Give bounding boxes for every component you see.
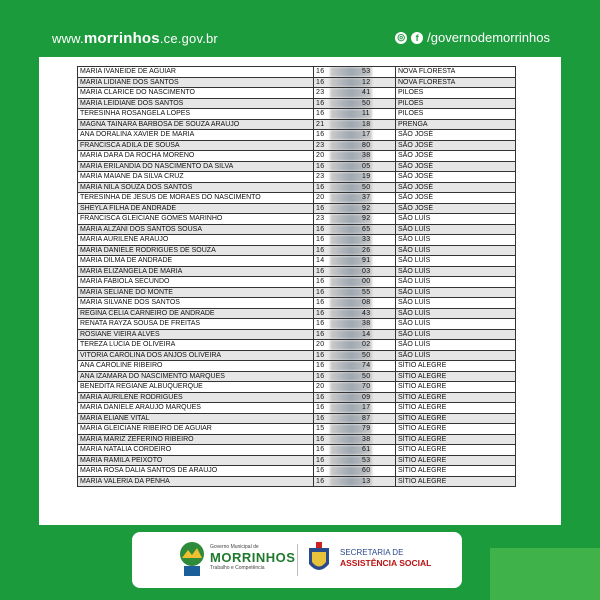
location-cell: SÍTIO ALEGRE [396,424,516,435]
table-row [78,413,516,424]
id-end: 02 [362,341,371,348]
name-cell: MARIA FABIOLA SECUNDO [78,277,314,288]
table-row [78,98,516,109]
id-cell [314,130,396,141]
id-start: 16 [316,299,325,306]
name-cell: MARIA SILVANE DOS SANTOS [78,298,314,309]
location-cell: SÃO LUÍS [396,235,516,246]
name-cell: FRANCISCA GLEICIANE GOMES MARINHO [78,214,314,225]
table-row [78,371,516,382]
id-cell [314,109,396,120]
location-cell: SÃO JOSÉ [396,193,516,204]
name-cell: MARIA LIDIANE DOS SANTOS [78,77,314,88]
id-start: 16 [316,456,325,464]
id-cell [314,235,396,246]
name-cell: MARIA IVANEIDE DE AGUIAR [78,67,314,78]
id-start: 14 [316,257,325,264]
name-cell: TERESINHA DE JESUS DE MORAES DO NASCIMENTO [78,193,314,204]
location-cell: PILOES [396,98,516,109]
name-cell: MARIA MAIANE DA SILVA CRUZ [78,172,314,183]
table-row [78,151,516,162]
id-start: 16 [316,404,325,411]
name-cell: MARIA GLEICIANE RIBEIRO DE AGUIAR [78,424,314,435]
id-end: 50 [362,99,371,107]
table-row [78,308,516,319]
id-start: 23 [316,89,325,96]
site-url[interactable] [52,30,218,47]
name-cell: BENEDITA REGIANE ALBUQUERQUE [78,382,314,393]
location-cell: SÃO LUÍS [396,319,516,330]
id-end: 17 [362,404,371,411]
table-row [78,130,516,141]
id-start: 16 [316,288,325,296]
beneficiary-table [77,66,516,487]
instagram-icon[interactable]: ◎ [395,32,407,44]
name-cell: VITORIA CAROLINA DOS ANJOS OLIVEIRA [78,350,314,361]
location-cell: SÃO JOSÉ [396,172,516,183]
id-cell [314,424,396,435]
id-cell [314,172,396,183]
location-cell: PILOES [396,109,516,120]
location-cell: PILOES [396,88,516,99]
id-start: 16 [316,68,325,75]
id-start: 16 [316,435,325,443]
id-cell [314,319,396,330]
name-cell: ANA DORALINA XAVIER DE MARIA [78,130,314,141]
table-row [78,476,516,487]
name-cell: MARIA MARIZ ZEFERINO RIBEIRO [78,434,314,445]
name-cell: SHEYLA FILHA DE ANDRADE [78,203,314,214]
secretaria-line2: ASSISTÊNCIA SOCIAL [340,558,432,568]
document-sheet [39,57,561,525]
id-start: 16 [316,225,325,233]
location-cell: SÃO JOSÉ [396,140,516,151]
site-name: morrinhos [83,30,160,47]
table-row [78,256,516,267]
name-cell: RENATA RAYZA SOUSA DE FREITAS [78,319,314,330]
id-start: 16 [316,246,325,254]
id-cell [314,161,396,172]
corner-accent [490,548,600,600]
name-cell: MARIA VALERIA DA PENHA [78,476,314,487]
id-end: 53 [362,456,371,464]
id-start: 23 [316,215,325,222]
table-row [78,172,516,183]
id-end: 74 [362,362,371,369]
location-cell: NOVA FLORESTA [396,67,516,78]
location-cell: SÍTIO ALEGRE [396,455,516,466]
id-end: 38 [362,435,371,443]
location-cell: SÃO JOSÉ [396,151,516,162]
table-row [78,88,516,99]
table-row [78,298,516,309]
table-row [78,277,516,288]
id-start: 16 [316,467,325,474]
id-start: 16 [316,267,325,275]
id-end: 03 [362,267,371,275]
table-row [78,287,516,298]
id-start: 16 [316,372,325,380]
id-end: 08 [362,299,371,306]
table-row [78,319,516,330]
name-cell: ANA CAROLINE RIBEIRO [78,361,314,372]
location-cell: SÃO LUÍS [396,287,516,298]
id-cell [314,466,396,477]
id-end: 14 [362,330,371,338]
table-row [78,392,516,403]
id-cell [314,88,396,99]
id-start: 21 [316,120,325,128]
id-cell [314,476,396,487]
id-start: 16 [316,162,325,170]
id-start: 15 [316,425,325,432]
table-row [78,466,516,477]
secretaria-line1: SECRETARIA DE [340,548,404,557]
id-cell [314,245,396,256]
table-row [78,350,516,361]
name-cell: ANA IZAMARA DO NASCIMENTO MARQUES [78,371,314,382]
id-cell [314,329,396,340]
name-cell: MARIA AURILENE RODRIGUES [78,392,314,403]
id-start: 16 [316,278,325,285]
table-row [78,214,516,225]
table-row [78,445,516,456]
id-start: 20 [316,194,325,201]
name-cell: FRANCISCA ADILA DE SOUSA [78,140,314,151]
name-cell: TERESINHA ROSANGELA LOPES [78,109,314,120]
name-cell: MARIA ERILANDIA DO NASCIMENTO DA SILVA [78,161,314,172]
id-start: 16 [316,320,325,327]
id-cell [314,224,396,235]
id-cell [314,67,396,78]
id-cell [314,434,396,445]
id-cell [314,193,396,204]
table-row [78,235,516,246]
table-row [78,361,516,372]
location-cell: SÍTIO ALEGRE [396,413,516,424]
id-end: 80 [362,141,371,149]
id-start: 20 [316,383,325,390]
name-cell: MARIA ROSA DALIA SANTOS DE ARAUJO [78,466,314,477]
location-cell: SÍTIO ALEGRE [396,361,516,372]
id-end: 53 [362,68,371,75]
location-cell: SÍTIO ALEGRE [396,445,516,456]
name-cell: MAGNA TAINARA BARBOSA DE SOUZA ARAUJO [78,119,314,130]
table-row [78,455,516,466]
id-start: 16 [316,477,325,485]
id-cell [314,77,396,88]
id-start: 16 [316,309,325,317]
id-cell [314,182,396,193]
name-cell: MARIA DANIELE RODRIGUES DE SOUZA [78,245,314,256]
name-cell: MARIA DANIELE ARAUJO MARQUES [78,403,314,414]
id-end: 05 [362,162,371,170]
id-end: 00 [362,278,371,285]
id-start: 16 [316,330,325,338]
name-cell: MARIA DILMA DE ANDRADE [78,256,314,267]
location-cell: SÍTIO ALEGRE [396,476,516,487]
id-start: 16 [316,393,325,401]
id-cell [314,455,396,466]
location-cell: PRENGA [396,119,516,130]
location-cell: SÍTIO ALEGRE [396,392,516,403]
table-row [78,424,516,435]
location-cell: SÍTIO ALEGRE [396,434,516,445]
secretaria-label [340,548,431,569]
location-cell: SÍTIO ALEGRE [396,371,516,382]
id-end: 38 [362,152,371,159]
id-end: 91 [362,257,371,264]
id-cell [314,119,396,130]
id-cell [314,392,396,403]
id-end: 60 [362,467,371,474]
id-start: 16 [316,183,325,191]
table-row [78,382,516,393]
name-cell: MARIA ALZANI DOS SANTOS SOUSA [78,224,314,235]
id-cell [314,214,396,225]
footer-logos [132,532,462,588]
name-cell: MARIA ELIANE VITAL [78,413,314,424]
id-cell [314,445,396,456]
id-end: 19 [362,173,371,180]
morrinhos-seal-icon [178,540,206,580]
table-row [78,224,516,235]
id-end: 09 [362,393,371,401]
table-row [78,203,516,214]
logo-small-top: Governo Municipal de [210,544,259,550]
id-end: 13 [362,477,371,485]
id-end: 38 [362,320,371,327]
municipal-crest-icon [304,540,334,580]
location-cell: SÃO LUÍS [396,340,516,351]
id-end: 12 [362,78,371,86]
table-row [78,245,516,256]
location-cell: SÃO LUÍS [396,298,516,309]
id-cell [314,308,396,319]
id-cell [314,277,396,288]
name-cell: MARIA CLARICE DO NASCIMENTO [78,88,314,99]
id-cell [314,256,396,267]
id-end: 92 [362,215,371,222]
id-end: 33 [362,236,371,243]
id-start: 16 [316,414,325,422]
location-cell: SÃO LUÍS [396,350,516,361]
location-cell: SÃO JOSÉ [396,203,516,214]
id-cell [314,140,396,151]
location-cell: SÃO LUÍS [396,256,516,267]
name-cell: ROSIANE VIEIRA ALVES [78,329,314,340]
table-row [78,403,516,414]
name-cell: TEREZA LUCIA DE OLIVEIRA [78,340,314,351]
location-cell: SÃO LUÍS [396,329,516,340]
id-cell [314,98,396,109]
name-cell: MARIA DARA DA ROCHA MORENO [78,151,314,162]
id-end: 11 [362,110,370,117]
site-prefix: www. [52,31,84,46]
id-cell [314,340,396,351]
location-cell: SÃO LUÍS [396,277,516,288]
id-start: 16 [316,131,325,138]
id-start: 16 [316,99,325,107]
table-row [78,340,516,351]
location-cell: SÃO LUÍS [396,214,516,225]
morrinhos-logo [210,544,298,574]
id-start: 16 [316,110,325,117]
name-cell: MARIA NILA SOUZA DOS SANTOS [78,182,314,193]
table-row [78,77,516,88]
name-cell: MARIA RAMILA PEIXOTO [78,455,314,466]
table-row [78,109,516,120]
id-start: 23 [316,173,325,180]
id-cell [314,203,396,214]
table-row [78,161,516,172]
location-cell: SÍTIO ALEGRE [396,382,516,393]
id-end: 55 [362,288,371,296]
id-end: 61 [362,446,371,453]
id-start: 20 [316,152,325,159]
table-row [78,140,516,151]
id-cell [314,151,396,162]
id-end: 65 [362,225,371,233]
id-end: 50 [362,372,371,380]
id-start: 23 [316,141,325,149]
location-cell: SÃO LUÍS [396,266,516,277]
location-cell: SÃO JOSÉ [396,130,516,141]
site-suffix: .ce.gov.br [159,31,218,46]
id-start: 16 [316,362,325,369]
location-cell: NOVA FLORESTA [396,77,516,88]
id-end: 26 [362,246,371,254]
id-end: 70 [362,383,371,390]
id-start: 16 [316,78,325,86]
logo-text: MORRINHOS [210,550,296,565]
id-start: 20 [316,341,325,348]
location-cell: SÃO JOSÉ [396,161,516,172]
name-cell: MARIA AURILENE ARAUJO [78,235,314,246]
name-cell: MARIA LEIDIANE DOS SANTOS [78,98,314,109]
location-cell: SÃO JOSÉ [396,182,516,193]
table-row [78,329,516,340]
location-cell: SÃO LUÍS [396,308,516,319]
id-cell [314,287,396,298]
id-cell [314,350,396,361]
location-cell: SÍTIO ALEGRE [396,466,516,477]
logo-small-bottom: Trabalho e Competência [210,565,265,571]
id-end: 41 [362,89,371,96]
table-row [78,182,516,193]
id-start: 16 [316,236,325,243]
id-end: 50 [362,183,371,191]
id-cell [314,413,396,424]
id-cell [314,266,396,277]
id-end: 17 [362,131,371,138]
id-end: 18 [362,120,371,128]
id-end: 87 [362,414,371,422]
id-end: 50 [362,351,371,359]
id-end: 43 [362,309,371,317]
name-cell: MARIA NATALIA CORDEIRO [78,445,314,456]
table-row [78,266,516,277]
id-cell [314,403,396,414]
id-cell [314,382,396,393]
footer-divider [297,544,298,576]
id-cell [314,298,396,309]
id-cell [314,361,396,372]
location-cell: SÃO LUÍS [396,224,516,235]
table-row [78,434,516,445]
id-end: 37 [362,194,371,201]
id-start: 16 [316,351,325,359]
social-links[interactable] [395,30,550,45]
table-row [78,119,516,130]
id-start: 16 [316,446,325,453]
social-handle: /governodemorrinhos [427,30,550,45]
name-cell: MARIA SELIANE DO MONTE [78,287,314,298]
name-cell: REGINA CELIA CARNEIRO DE ANDRADE [78,308,314,319]
table-row [78,193,516,204]
location-cell: SÃO LUÍS [396,245,516,256]
location-cell: SÍTIO ALEGRE [396,403,516,414]
id-cell [314,371,396,382]
id-end: 92 [362,204,371,212]
table-row [78,67,516,78]
name-cell: MARIA ELIZANGELA DE MARIA [78,266,314,277]
id-start: 16 [316,204,325,212]
id-end: 79 [362,425,371,432]
facebook-icon[interactable]: f [411,32,423,44]
